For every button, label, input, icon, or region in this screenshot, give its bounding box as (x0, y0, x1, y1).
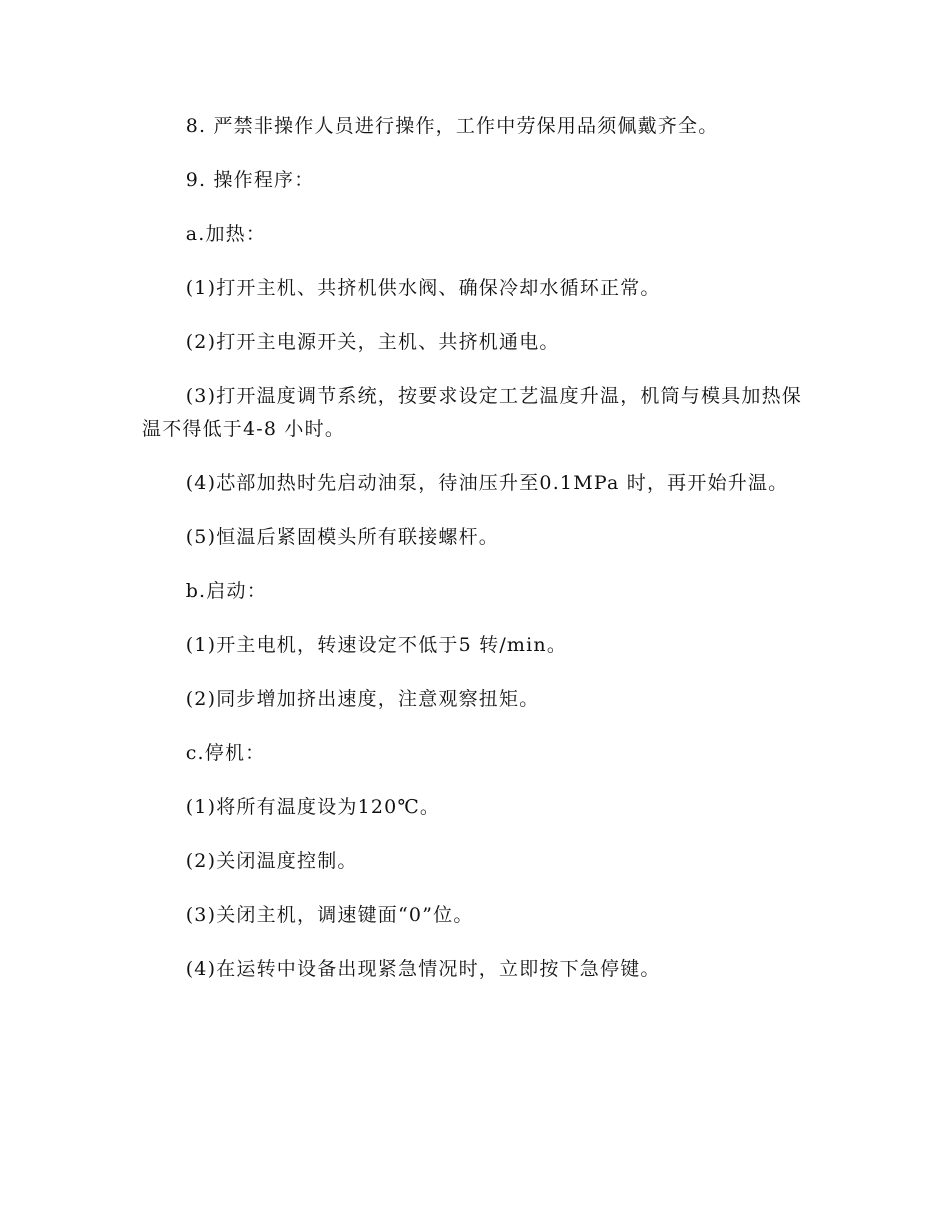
section-heading-heating: a.加热： (185, 223, 267, 245)
section-heading-startup: b.启动： (185, 580, 267, 602)
shutdown-step-1: (1)将所有温度设为120℃。 (185, 796, 441, 818)
shutdown-step-4: (4)在运转中设备出现紧急情况时，立即按下急停键。 (185, 958, 661, 980)
heating-step-4: (4)芯部加热时先启动油泵，待油压升至0.1MPa 时，再开始升温。 (185, 472, 789, 494)
document-body (142, 110, 822, 1007)
startup-step-2: (2)同步增加挤出速度，注意观察扭矩。 (185, 688, 540, 710)
heating-step-1: (1)打开主机、共挤机供水阀、确保冷却水循环正常。 (185, 277, 661, 299)
paragraph-safety-rule-8: 8. 严禁非操作人员进行操作，工作中劳保用品须佩戴齐全。 (185, 115, 719, 137)
section-heading-shutdown: c.停机： (185, 742, 266, 764)
shutdown-step-2: (2)关闭温度控制。 (185, 850, 358, 872)
heating-step-3: (3)打开温度调节系统，按要求设定工艺温度升温，机筒与模具加热保温不得低于4-8 小时。 (142, 385, 803, 440)
startup-step-1: (1)开主电机，转速设定不低于5 转/min。 (185, 634, 568, 656)
paragraph-procedure-heading-9: 9. 操作程序： (185, 169, 315, 191)
heating-step-5: (5)恒温后紧固模头所有联接螺杆。 (185, 526, 500, 548)
shutdown-step-3: (3)关闭主机，调速键面“0”位。 (185, 904, 474, 926)
heating-step-2: (2)打开主电源开关，主机、共挤机通电。 (185, 331, 560, 353)
